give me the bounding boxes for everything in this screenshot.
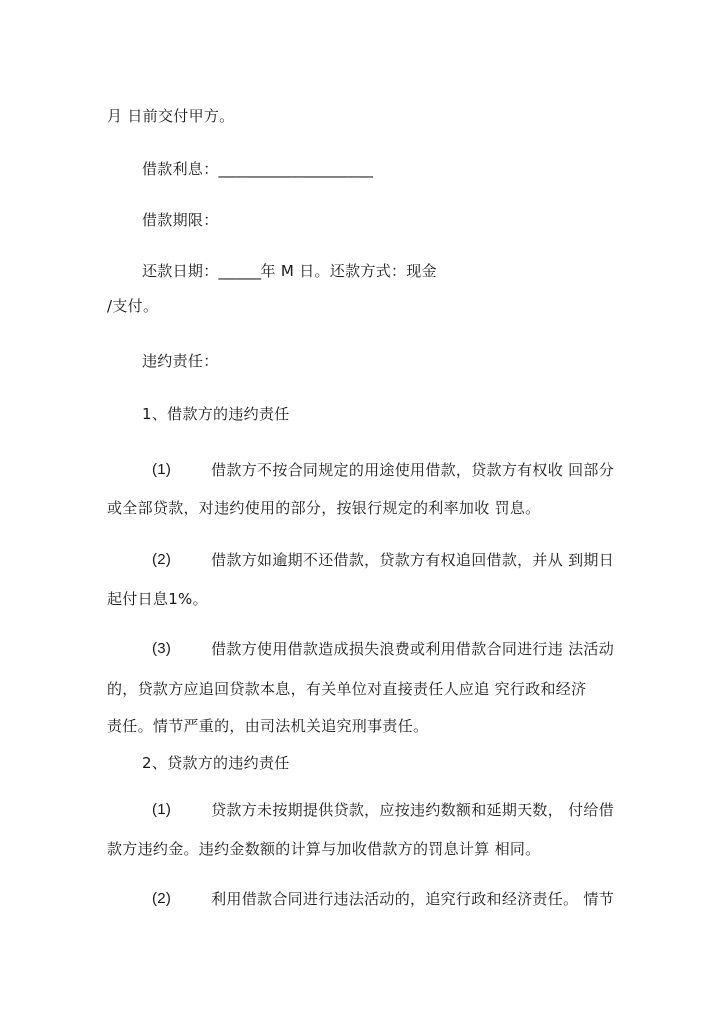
- liability-heading: 违约责任：: [142, 352, 219, 370]
- term-label: 借款期限：: [142, 211, 219, 229]
- section-1-title-text: 1、借款方的违约责任: [142, 405, 290, 423]
- line-deadline: [107, 106, 234, 126]
- line-interest: [142, 159, 373, 179]
- line-term: [142, 210, 219, 230]
- s2-item-2-text-1: 利用借款合同进行违法活动的，追究行政和经济责任。 情节: [211, 890, 614, 908]
- s1-item-1-text-2: 或全部贷款，对违约使用的部分，按银行规定的利率加收 罚息。: [107, 499, 541, 517]
- s1-item-1-line-1: [152, 460, 614, 480]
- s1-item-3-text-3: 责任。情节严重的，由司法机关追究刑事责任。: [107, 717, 429, 735]
- s2-item-2-line-1: [152, 889, 614, 909]
- s1-item-3-number: (3): [152, 640, 172, 657]
- repay-payment-text: /支付。: [107, 297, 159, 315]
- deadline-text: 月 日前交付甲方。: [107, 107, 235, 125]
- s1-item-2-text-1: 借款方如逾期不还借款，贷款方有权追回借款，并从 到期日: [211, 551, 614, 569]
- s1-item-3-text-1: 借款方使用借款造成损失浪费或利用借款合同进行违 法活动: [211, 640, 614, 658]
- s1-item-3-text-2: 的，贷款方应追回贷款本息，有关单位对直接责任人应追 究行政和经济: [107, 680, 587, 698]
- s2-item-1-line-2: [107, 839, 540, 859]
- s1-item-1-text-1: 借款方不按合同规定的用途使用借款，贷款方有权收 回部分: [211, 461, 614, 479]
- section-2-title: [142, 753, 290, 773]
- s2-item-2-number: (2): [152, 890, 172, 907]
- section-2-title-text: 2、贷款方的违约责任: [142, 754, 290, 772]
- s1-item-1-line-2: [107, 498, 540, 518]
- section-1-title: [142, 404, 290, 424]
- line-repay-date: [142, 261, 437, 281]
- interest-label: 借款利息：: [142, 160, 219, 178]
- interest-blank: ______________________: [218, 160, 373, 178]
- repay-date-label: 还款日期：: [142, 262, 219, 280]
- s1-item-2-line-1: [152, 550, 614, 570]
- s1-item-2-line-2: [107, 589, 208, 609]
- s1-item-1-number: (1): [152, 461, 172, 478]
- s1-item-3-line-1: [152, 639, 614, 659]
- repay-method-text: 年 M 日。还款方式：现金: [260, 262, 437, 280]
- s1-item-3-line-3: [107, 716, 428, 736]
- line-repay-payment: [107, 296, 158, 316]
- s2-item-1-text-2: 款方违约金。违约金数额的计算与加收借款方的罚息计算 相同。: [107, 840, 541, 858]
- s1-item-3-line-2: [107, 679, 586, 699]
- s2-item-1-text-1: 贷款方未按期提供贷款，应按违约数额和延期天数， 付给借: [211, 801, 614, 819]
- repay-year-blank: ______: [218, 262, 261, 280]
- s2-item-1-line-1: [152, 800, 614, 820]
- s1-item-2-text-2: 起付日息1%。: [107, 590, 208, 608]
- s2-item-1-number: (1): [152, 801, 172, 818]
- s1-item-2-number: (2): [152, 551, 172, 568]
- line-liability-heading: [142, 351, 219, 371]
